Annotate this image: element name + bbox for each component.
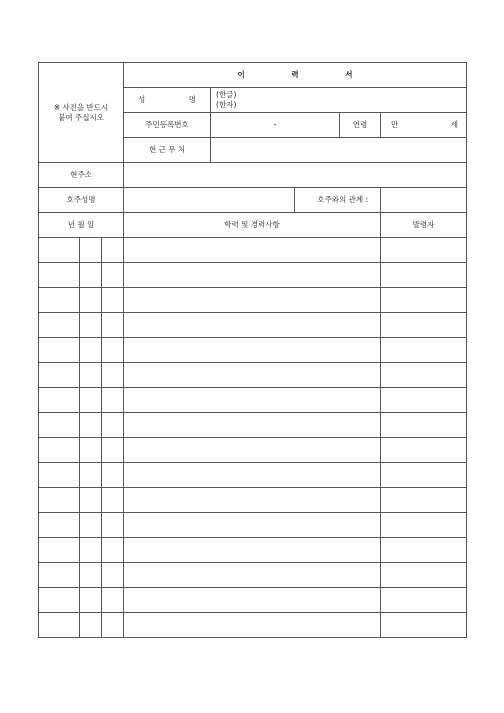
photo-note-line-1: ※ 사진을 반드시: [53, 103, 109, 113]
month-cell[interactable]: [80, 588, 102, 613]
year-cell[interactable]: [39, 563, 80, 588]
history-cell[interactable]: [124, 313, 381, 338]
issuer-cell[interactable]: [381, 238, 467, 263]
workplace-label: 현 근 무 처: [124, 138, 211, 163]
year-cell[interactable]: [39, 288, 80, 313]
issuer-cell[interactable]: [381, 288, 467, 313]
year-cell[interactable]: [39, 388, 80, 413]
name-label-char-2: 명: [188, 95, 197, 105]
resident-number-field[interactable]: -: [211, 113, 340, 138]
month-cell[interactable]: [80, 488, 102, 513]
month-cell[interactable]: [80, 613, 102, 638]
issuer-cell[interactable]: [381, 513, 467, 538]
day-cell[interactable]: [102, 413, 124, 438]
day-cell[interactable]: [102, 388, 124, 413]
name-hangul-label: (한글): [216, 89, 237, 99]
name-field[interactable]: [211, 88, 467, 113]
day-cell[interactable]: [102, 588, 124, 613]
issuer-cell[interactable]: [381, 263, 467, 288]
name-label-char-1: 성: [138, 95, 146, 105]
issuer-cell[interactable]: [381, 463, 467, 488]
issuer-cell[interactable]: [381, 413, 467, 438]
history-cell[interactable]: [124, 388, 381, 413]
month-cell[interactable]: [80, 538, 102, 563]
issuer-cell[interactable]: [381, 588, 467, 613]
age-suffix: 세: [450, 120, 459, 130]
history-cell[interactable]: [124, 563, 381, 588]
history-row: [39, 238, 467, 263]
history-cell[interactable]: [124, 438, 381, 463]
history-cell[interactable]: [124, 463, 381, 488]
history-cell[interactable]: [124, 363, 381, 388]
history-cell[interactable]: [124, 613, 381, 638]
year-cell[interactable]: [39, 513, 80, 538]
history-cell[interactable]: [124, 288, 381, 313]
history-row: [39, 288, 467, 313]
day-cell[interactable]: [102, 263, 124, 288]
history-header: 학력 및 경력사항: [124, 213, 381, 238]
day-cell[interactable]: [102, 488, 124, 513]
year-cell[interactable]: [39, 538, 80, 563]
householder-label: 호주성명: [39, 188, 124, 213]
workplace-field[interactable]: [211, 138, 467, 163]
title-char-2: 력: [291, 70, 299, 80]
history-row: [39, 438, 467, 463]
month-cell[interactable]: [80, 313, 102, 338]
year-cell[interactable]: [39, 613, 80, 638]
year-cell[interactable]: [39, 338, 80, 363]
month-cell[interactable]: [80, 438, 102, 463]
history-cell[interactable]: [124, 488, 381, 513]
day-cell[interactable]: [102, 563, 124, 588]
issuer-cell[interactable]: [381, 338, 467, 363]
history-row: [39, 363, 467, 388]
month-cell[interactable]: [80, 513, 102, 538]
month-cell[interactable]: [80, 463, 102, 488]
year-cell[interactable]: [39, 363, 80, 388]
year-cell[interactable]: [39, 238, 80, 263]
year-cell[interactable]: [39, 588, 80, 613]
day-cell[interactable]: [102, 463, 124, 488]
history-cell[interactable]: [124, 588, 381, 613]
history-row: [39, 588, 467, 613]
month-cell[interactable]: [80, 388, 102, 413]
month-cell[interactable]: [80, 563, 102, 588]
day-cell[interactable]: [102, 438, 124, 463]
day-cell[interactable]: [102, 613, 124, 638]
householder-field[interactable]: [124, 188, 295, 213]
age-prefix: 만: [391, 120, 399, 130]
history-row: [39, 263, 467, 288]
day-cell[interactable]: [102, 538, 124, 563]
history-row: [39, 488, 467, 513]
title-char-3: 서: [345, 70, 353, 80]
year-cell[interactable]: [39, 488, 80, 513]
issuer-cell[interactable]: [381, 538, 467, 563]
history-cell[interactable]: [124, 513, 381, 538]
issuer-cell[interactable]: [381, 613, 467, 638]
age-label: 연령: [340, 113, 381, 138]
history-cell[interactable]: [124, 238, 381, 263]
relation-label: 호주와의 관계 :: [295, 188, 381, 213]
history-row: [39, 513, 467, 538]
issuer-cell[interactable]: [381, 438, 467, 463]
issuer-cell[interactable]: [381, 313, 467, 338]
history-row: [39, 613, 467, 638]
issuer-cell[interactable]: [381, 488, 467, 513]
history-row: [39, 538, 467, 563]
name-hanja-label: (한자): [216, 100, 237, 109]
history-row: [39, 563, 467, 588]
address-field[interactable]: [124, 163, 467, 188]
month-cell[interactable]: [80, 238, 102, 263]
history-rows: [39, 238, 467, 638]
history-cell[interactable]: [124, 538, 381, 563]
document-title: [124, 63, 467, 88]
year-cell[interactable]: [39, 313, 80, 338]
date-header: 년 월 일: [39, 213, 124, 238]
month-cell[interactable]: [80, 363, 102, 388]
day-cell[interactable]: [102, 313, 124, 338]
history-cell[interactable]: [124, 263, 381, 288]
relation-field[interactable]: [381, 188, 467, 213]
resident-number-label: 주민등록번호: [124, 113, 211, 138]
month-cell[interactable]: [80, 263, 102, 288]
year-cell[interactable]: [39, 463, 80, 488]
year-cell[interactable]: [39, 438, 80, 463]
day-cell[interactable]: [102, 288, 124, 313]
day-cell[interactable]: [102, 338, 124, 363]
history-row: [39, 413, 467, 438]
issuer-cell[interactable]: [381, 363, 467, 388]
photo-note-line-2: 붙여 주십시오: [58, 112, 104, 122]
history-row: [39, 313, 467, 338]
year-cell[interactable]: [39, 263, 80, 288]
history-cell[interactable]: [124, 338, 381, 363]
issuer-cell[interactable]: [381, 388, 467, 413]
resume-table: [38, 62, 467, 638]
day-cell[interactable]: [102, 363, 124, 388]
day-cell[interactable]: [102, 513, 124, 538]
address-label: 현주소: [39, 163, 124, 188]
history-cell[interactable]: [124, 413, 381, 438]
history-row: [39, 338, 467, 363]
age-field[interactable]: [381, 113, 467, 138]
history-row: [39, 463, 467, 488]
photo-placeholder[interactable]: [39, 63, 124, 163]
issuer-cell[interactable]: [381, 563, 467, 588]
name-label: [124, 88, 211, 113]
history-row: [39, 388, 467, 413]
day-cell[interactable]: [102, 238, 124, 263]
month-cell[interactable]: [80, 288, 102, 313]
issuer-header: 발령자: [381, 213, 467, 238]
year-cell[interactable]: [39, 413, 80, 438]
resume-form: [38, 62, 466, 646]
month-cell[interactable]: [80, 338, 102, 363]
title-char-1: 이: [237, 70, 245, 80]
month-cell[interactable]: [80, 413, 102, 438]
